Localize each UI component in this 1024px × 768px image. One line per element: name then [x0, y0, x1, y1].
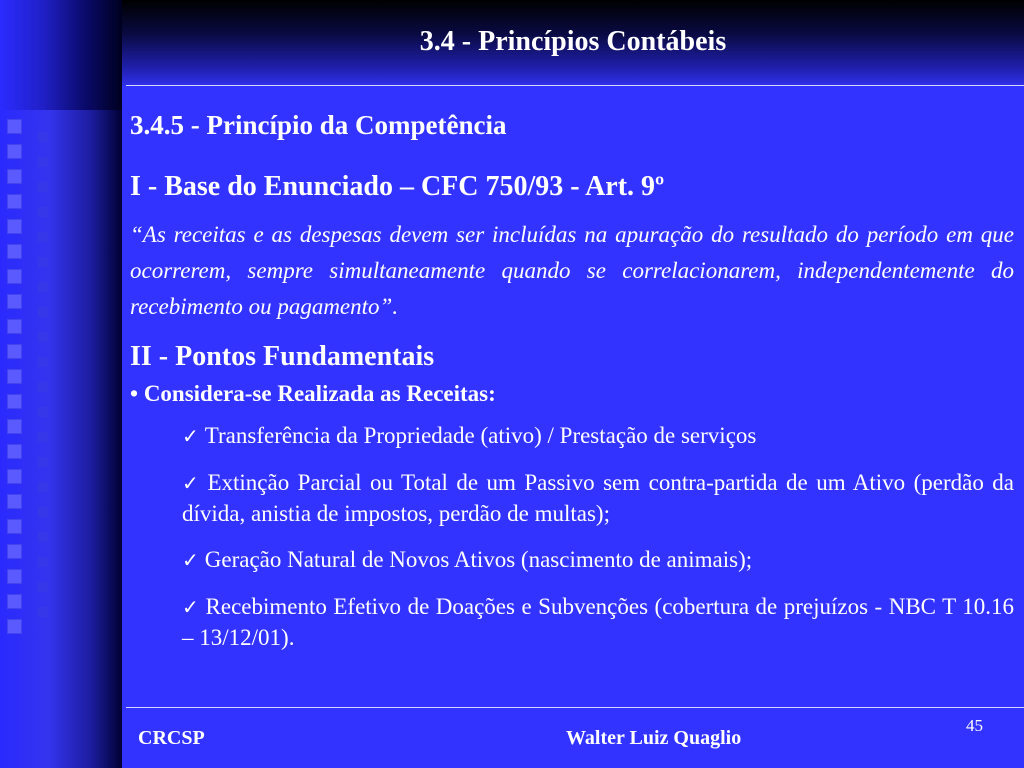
check-icon: ✓ [182, 597, 200, 619]
check-list [130, 421, 1014, 653]
list-item [182, 421, 1014, 452]
list-item-text: Recebimento Efetivo de Doações e Subvenções (cobertura de prejuízos - NBC T 10.16 – 13/12/01). [182, 594, 1014, 650]
bullet-text: Considera-se Realizada as Receitas: [143, 381, 496, 406]
title-divider [126, 85, 1024, 86]
footer-author: Walter Luiz Quaglio [566, 727, 742, 749]
decorative-squares-faded [38, 132, 54, 632]
slide-title: 3.4 - Princípios Contábeis [419, 26, 727, 57]
strip-top-gradient [0, 0, 122, 110]
part2-heading: II - Pontos Fundamentais [130, 341, 435, 372]
list-item-text: Geração Natural de Novos Ativos (nascimento de animais); [204, 547, 753, 572]
footer-organization: CRCSP [138, 727, 205, 749]
left-decorative-strip [0, 0, 122, 768]
principle-quote: “As receitas e as despesas devem ser incluídas na apuração do resultado do período em que ocorrerem, sempre simultaneamente quando se correlacionarem, independentemente do recebimento ou pagamento”. [130, 222, 1014, 319]
decorative-squares [8, 120, 24, 645]
list-item-text: Transferência da Propriedade (ativo) / Prestação de serviços [204, 423, 757, 448]
check-icon: ✓ [182, 550, 199, 572]
list-item-text: Extinção Parcial ou Total de um Passivo sem contra-partida de um Ativo (perdão da dívida, anistia de impostos, perdão de multas); [182, 470, 1014, 526]
list-item [182, 592, 1014, 653]
footer-divider [126, 707, 1024, 708]
part1-heading: I - Base do Enunciado – CFC 750/93 - Art. 9º [130, 171, 665, 202]
list-item [182, 468, 1014, 529]
check-icon: ✓ [182, 426, 199, 448]
slide-content [130, 110, 1014, 653]
subsection-title: 3.4.5 - Princípio da Competência [130, 110, 507, 140]
list-item [182, 545, 1014, 576]
page-number: 45 [966, 716, 983, 735]
check-icon: ✓ [182, 473, 202, 495]
bullet-point: • Considera-se Realizada as Receitas: [130, 381, 496, 406]
